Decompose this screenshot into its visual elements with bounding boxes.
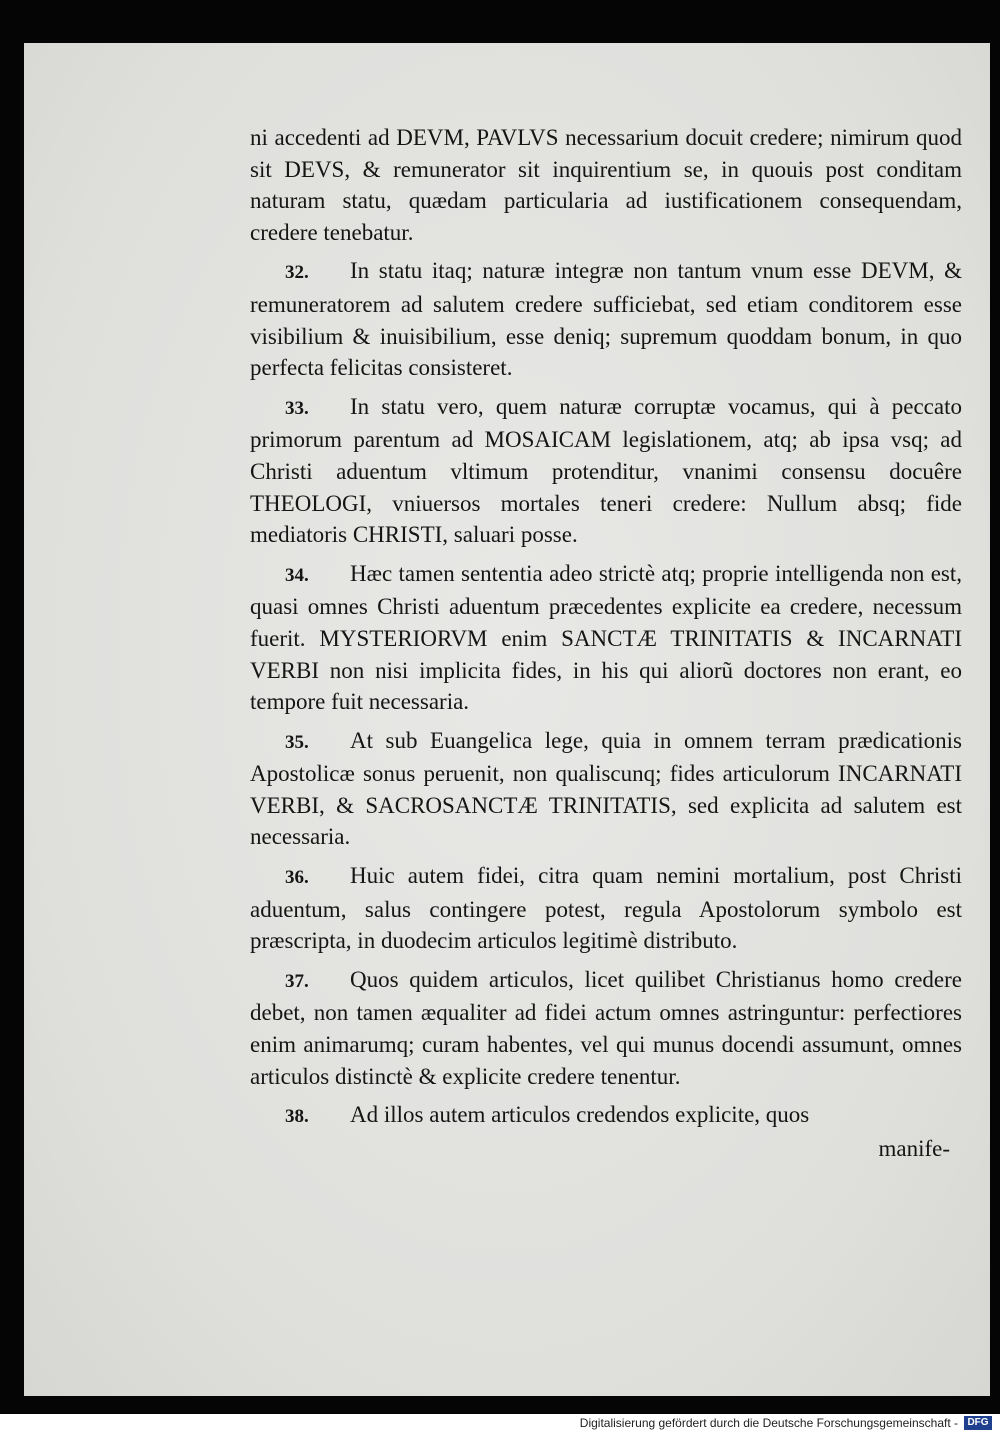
paragraph-text: In statu vero, quem naturæ corruptæ vocamus, qui à peccato primorum parentum ad MOSAICAM legislationem, atq; ab ipsa vsq; ad Christi aduentum vltimum protenditur, vnanimi consensu docuêre THEOLOGI, vniuersos mortales teneri credere: Nullum absq; fide mediatoris CHRISTI, saluari posse.: [250, 393, 962, 548]
paragraph-number: 37.: [285, 970, 309, 992]
paragraph-37: [250, 964, 962, 1092]
paragraph-text: ni accedenti ad DEVM, PAVLVS necessarium docuit credere; nimirum quod sit DEVS, & remunerator sit inquirentium se, in quouis post conditam naturam statu, quædam particularia ad iustificationem consequendam, credere tenebatur.: [250, 125, 962, 245]
paragraph-36: [250, 860, 962, 957]
paragraph-text: Huic autem fidei, citra quam nemini mortalium, post Christi aduentum, salus contingere potest, regula Apostolorum symbolo est præscripta, in duodecim articulos legitimè distributo.: [250, 863, 962, 954]
paragraph-number: 33.: [285, 397, 309, 419]
paragraph-33: [250, 391, 962, 551]
paragraph-number: 38.: [285, 1106, 309, 1128]
catchword: manife-: [878, 1135, 950, 1161]
paragraph-text: At sub Euangelica lege, quia in omnem terram prædicationis Apostolicæ sonus peruenit, non qualiscunq; fides articulorum INCARNATI VERBI, & SACROSANCTÆ TRINITATIS, sed explicita ad salutem est necessaria.: [250, 727, 962, 850]
dfg-logo: DFG: [964, 1416, 992, 1430]
paragraph-text: Hæc tamen sententia adeo strictè atq; proprie intelligenda non est, quasi omnes Christi aduentum præcedentes explicite ea credere, necessum fuerit. MYSTERIORVM enim SANCTÆ TRINITATIS & INCARNATI VERBI non nisi implicita fides, in his qui aliorũ doctores non erant, eo tempore fuit necessaria.: [250, 560, 962, 715]
digitization-footer: [0, 1414, 1000, 1434]
paragraph-text: Ad illos autem articulos credendos explicite, quos: [350, 1102, 810, 1128]
paragraph-number: 36.: [285, 867, 309, 889]
paragraph-text: In statu itaq; naturæ integræ non tantum vnum esse DEVM, & remuneratorem ad salutem credere sufficiebat, sed etiam conditorem esse visibilium & inuisibilium, esse deniq; supremum quoddam bonum, in quo perfecta felicitas consisteret.: [250, 258, 962, 381]
paragraph-38: [250, 1099, 962, 1164]
paragraph-31-continuation: [250, 122, 962, 248]
paragraph-34: [250, 558, 962, 718]
footer-credit: Digitalisierung gefördert durch die Deutsche Forschungsgemeinschaft -: [579, 1416, 958, 1430]
paragraph-number: 35.: [285, 731, 309, 753]
text-block: [250, 122, 962, 1171]
paragraph-text: Quos quidem articulos, licet quilibet Christianus homo credere debet, non tamen æqualiter ad fidei actum omnes astringuntur: perfectiores enim animarumq; curam habentes, vel qui munus docendi assumunt, omnes articulos distinctè & explicite credere tenentur.: [250, 966, 962, 1089]
paragraph-35: [250, 725, 962, 853]
paragraph-number: 34.: [285, 564, 309, 586]
paragraph-number: 32.: [285, 262, 309, 284]
paragraph-32: [250, 255, 962, 383]
